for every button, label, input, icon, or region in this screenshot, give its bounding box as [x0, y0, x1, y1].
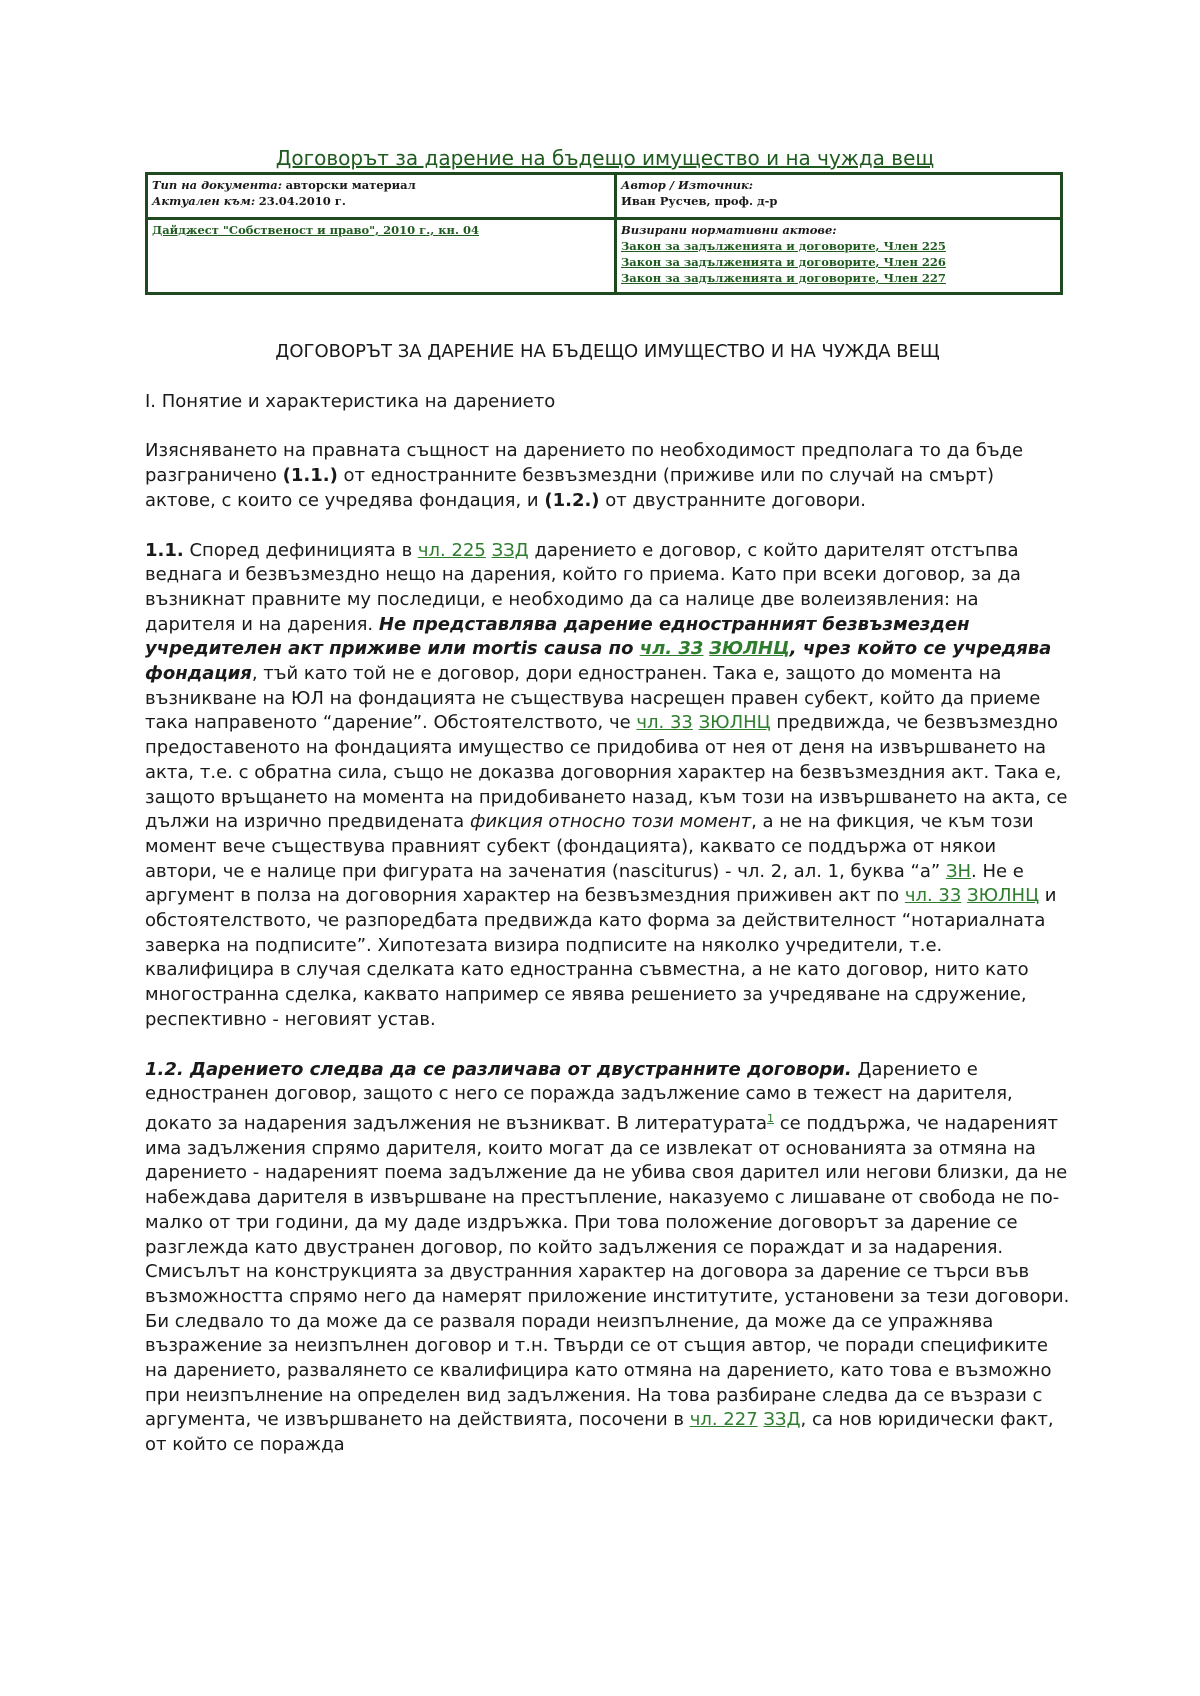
law-link[interactable]: ЗЗД	[491, 539, 529, 561]
paragraph-number: 1.1.	[145, 539, 184, 561]
source-cell	[147, 219, 616, 294]
law-article-link[interactable]: чл. 33	[904, 885, 962, 907]
law-article-link[interactable]: чл. 227	[689, 1409, 758, 1431]
doc-type-label: Тип на документа:	[152, 178, 282, 192]
author-value: Иван Русчев, проф. д-р	[621, 194, 778, 208]
text: , тъй като той не е договор, дори едностранен. Така е, защото до момента на възникване на ЮЛ на фондацията не съществува насрещен правен субект, който да приеме така направеното “дарение”. Обстоятелството, че	[145, 663, 1041, 734]
law-link[interactable]: ЗЗД	[763, 1409, 801, 1431]
paragraph-intro	[145, 439, 1070, 513]
text: Изясняването на правната същност на дарението по необходимост предполага то да бъде разграничено	[145, 440, 1024, 487]
text: , а не на фикция, че към този момент вече съществува правният субект (фондацията), каквато се поддържа от някои автори, че е налице при фигурата на заченатия (nasciturus) - чл. 2, ал. 1, буква “а”	[145, 811, 1034, 882]
emphasis-text: Не представлява дарение едностранният безвъзмезден учредителен акт приживе или mortis causa по	[145, 613, 970, 660]
emphasis-text: Дарението следва да се различава от двустранните договори.	[183, 1058, 852, 1080]
footnote-link[interactable]: 1	[767, 1111, 775, 1125]
text: от двустранните договори.	[599, 489, 866, 511]
law-link[interactable]: ЗЮЛНЦ	[709, 638, 790, 660]
act-link[interactable]: Закон за задълженията и договорите, Член 225	[621, 239, 946, 253]
text: от едностранните безвъзмездни (приживе или по случай на смърт) актове, с които се учредява фондация, и	[145, 465, 995, 511]
main-heading: ДОГОВОРЪТ ЗА ДАРЕНИЕ НА БЪДЕЩО ИМУЩЕСТВО И НА ЧУЖДА ВЕЩ	[275, 341, 940, 362]
acts-cell	[616, 219, 1062, 294]
acts-label: Визирани нормативни актове:	[621, 223, 837, 237]
act-link[interactable]: Закон за задълженията и договорите, Член 227	[621, 271, 946, 285]
paragraph-1-2	[145, 1058, 1070, 1458]
ref-label: (1.1.)	[282, 465, 338, 487]
paragraph-number: 1.2.	[145, 1058, 184, 1080]
updated-label: Актуален към:	[152, 194, 256, 208]
text: , са нов юридически факт, от който се поражда	[145, 1409, 1054, 1456]
author-cell	[616, 174, 1062, 219]
text: предвижда, че безвъзмездно предоставеното на фондацията имущество се придобива от нея от деня на извършването на акта, т.е. с обратна сила, също не доказва договорния характер на безвъзмездния акт. Така е, защото връщането на момента на придобиването назад, към този на извършването на акта, се дължи на изрично предвидената	[145, 712, 1068, 833]
law-article-link[interactable]: чл. 33	[636, 712, 693, 734]
source-link[interactable]: Дайджест "Собственост и право", 2010 г., кн. 04	[152, 223, 479, 237]
doc-info-cell	[147, 174, 616, 219]
doc-type-value: авторски материал	[285, 178, 416, 192]
text: и обстоятелството, че разпоредбата предвижда като форма за действителност “нотариалната заверка на подписите”. Хипотезата визира подписите на няколко учредители, т.е. квалифицира в случая сделката като едностранна съвместна, а не като договор, нито като многостранна сделка, каквато например се явява решението за учредяване на сдружение, респективно - неговият устав.	[145, 885, 1057, 1030]
document-body	[145, 340, 1070, 1483]
act-link[interactable]: Закон за задълженията и договорите, Член 226	[621, 255, 946, 269]
paragraph-1-1	[145, 539, 1070, 1033]
emphasis-text: , чрез който се учредява фондация	[145, 638, 1052, 685]
italic-text: фикция относно този момент	[469, 811, 752, 833]
text: дарението е договор, с който дарителят отстъпва веднага и безвъзмездно нещо на дарения, който го приема. Като при всеки договор, за да възникнат правните му последици, е необходимо да са налице две волеизявления: на дарителя и на дарения.	[145, 539, 1021, 635]
law-article-link[interactable]: чл. 33	[639, 638, 704, 660]
metadata-table	[145, 172, 1063, 295]
section-heading: I. Понятие и характеристика на дарението	[145, 390, 556, 412]
law-link[interactable]: ЗЮЛНЦ	[967, 885, 1040, 907]
law-article-link[interactable]: чл. 225	[417, 539, 486, 561]
author-label: Автор / Източник:	[621, 178, 754, 192]
text: Дарението е едностранен договор, защото с него се поражда задължение само в тежест на дарителя, докато за надарения задължения не възникват. В литературата	[145, 1058, 1013, 1134]
text: . Не е аргумент в полза на договорния характер на безвъзмездния приживен акт по	[145, 860, 1024, 907]
document-title[interactable]: Договорът за дарение на бъдещо имущество и на чужда вещ	[275, 146, 935, 170]
law-link[interactable]: ЗЮЛНЦ	[698, 712, 771, 734]
text: се поддържа, че надареният има задължения спрямо дарителя, които могат да се извлекат от основанията за отмяна на дарението - надареният поема задължение да не убива своя дарител или негови близки, да не набеждава дарителя в извършване на престъпление, наказуемо с лишаване от свобода не по-малко от три години, да му даде издръжка. При това положение договорът за дарение се разглежда като двустранен договор, по който задължения се пораждат и за надарения. Смисълът на конструкцията за двустранния характер на договора за дарение се търси във възможността спрямо него да намерят приложение институтите, установени за тези договори. Би следвало то да може да се разваля поради неизпълнение, да може да се упражнява възражение за неизпълнен договор и т.н. Твърди се от същия автор, че поради спецификите на дарението, развалянето се квалифицира като отмяна на дарението, като това е възможно при неизпълнение на определен вид задължения. На това разбиране следва да се възрази с аргумента, че извършването на действията, посочени в	[145, 1112, 1070, 1431]
law-link[interactable]: ЗН	[945, 860, 972, 882]
updated-value: 23.04.2010 г.	[258, 194, 346, 208]
text: Според дефиницията в	[183, 539, 418, 561]
ref-label: (1.2.)	[544, 489, 600, 511]
